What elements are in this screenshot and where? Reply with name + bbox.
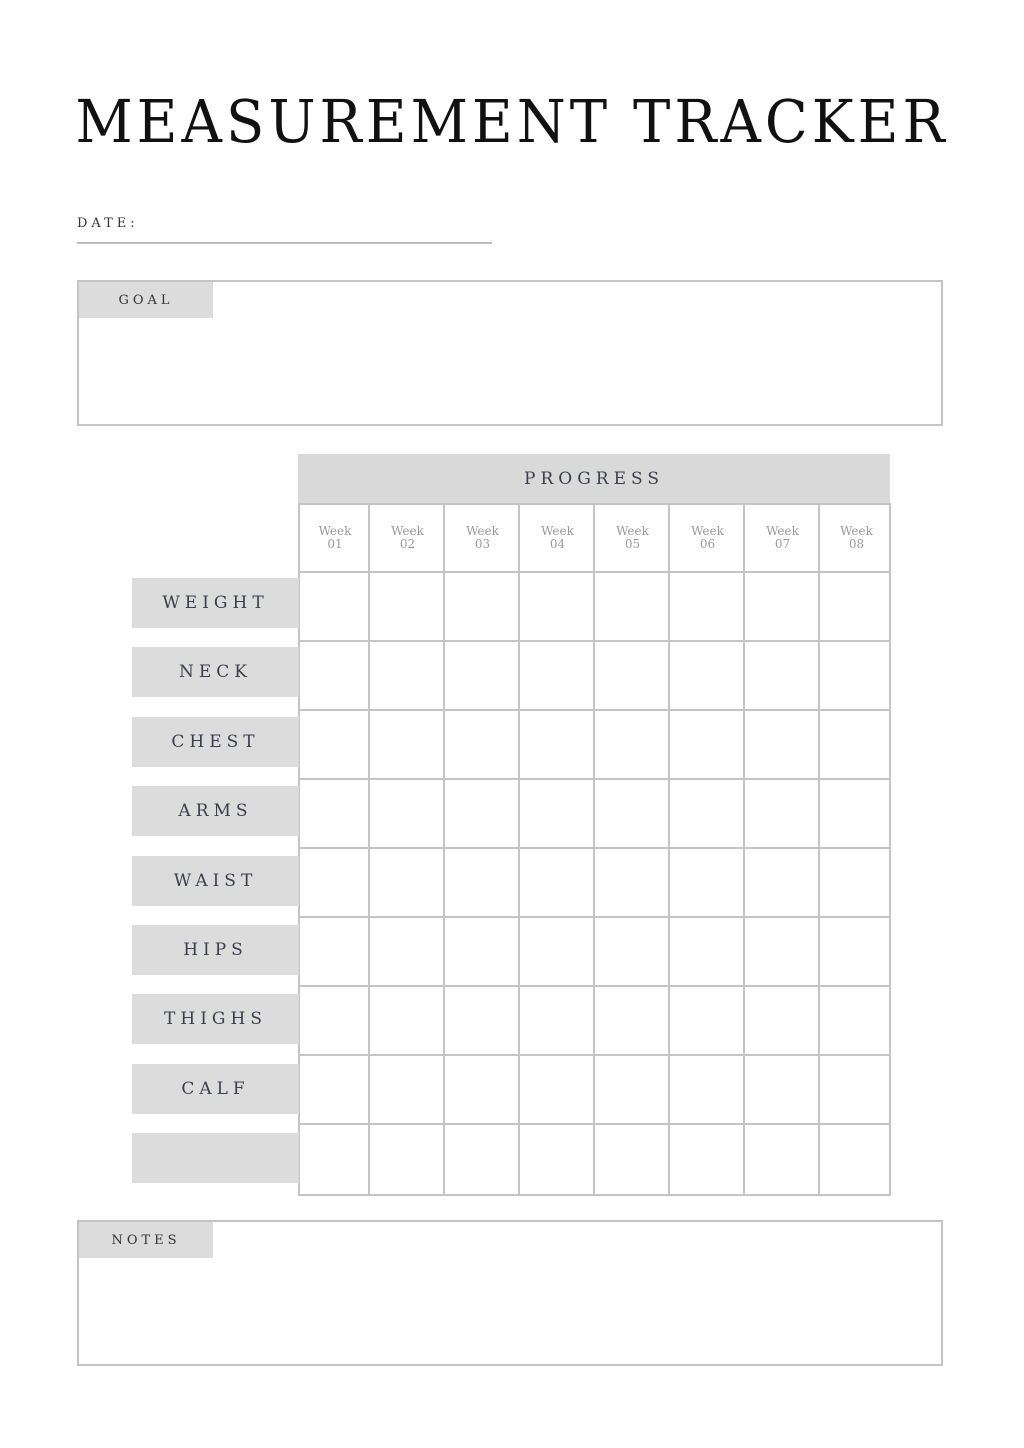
measurement-cell[interactable] — [745, 710, 818, 777]
measurement-cell[interactable] — [300, 986, 368, 1053]
row-label: NECK — [132, 647, 299, 697]
measurement-cell[interactable] — [445, 848, 518, 915]
week-number: 07 — [774, 537, 791, 551]
progress-header: PROGRESS — [298, 454, 890, 504]
measurement-cell[interactable] — [300, 572, 368, 639]
measurement-cell[interactable] — [745, 1124, 818, 1194]
measurement-cell[interactable] — [670, 917, 743, 984]
measurement-cell[interactable] — [670, 1055, 743, 1122]
measurement-cell[interactable] — [745, 917, 818, 984]
measurement-cell[interactable] — [445, 1124, 518, 1194]
measurement-cell[interactable] — [370, 572, 443, 639]
measurement-cell[interactable] — [520, 1055, 593, 1122]
page-title: MEASUREMENT TRACKER — [75, 88, 949, 157]
week-header — [445, 525, 520, 551]
measurement-cell[interactable] — [520, 917, 593, 984]
measurement-cell[interactable] — [745, 641, 818, 708]
measurement-cell[interactable] — [820, 779, 891, 846]
measurement-cell[interactable] — [445, 1055, 518, 1122]
row-label: WAIST — [132, 856, 299, 906]
measurement-cell[interactable] — [820, 572, 891, 639]
measurement-cell[interactable] — [445, 641, 518, 708]
measurement-cell[interactable] — [445, 986, 518, 1053]
measurement-cell[interactable] — [300, 917, 368, 984]
measurement-cell[interactable] — [445, 779, 518, 846]
measurement-cell[interactable] — [445, 917, 518, 984]
row-label: CALF — [132, 1064, 299, 1114]
week-header — [370, 525, 445, 551]
measurement-cell[interactable] — [370, 917, 443, 984]
week-number: 08 — [848, 537, 865, 551]
week-header — [745, 525, 820, 551]
row-label: THIGHS — [132, 994, 299, 1044]
measurement-cell[interactable] — [820, 710, 891, 777]
measurement-cell[interactable] — [670, 710, 743, 777]
measurement-cell[interactable] — [595, 986, 668, 1053]
measurement-cell[interactable] — [820, 1124, 891, 1194]
row-label: CHEST — [132, 717, 299, 767]
row-label — [132, 1133, 299, 1183]
measurement-cell[interactable] — [370, 1124, 443, 1194]
measurement-cell[interactable] — [445, 710, 518, 777]
week-number: 05 — [624, 537, 641, 551]
week-number: 02 — [399, 537, 416, 551]
measurement-cell[interactable] — [595, 1124, 668, 1194]
goal-box[interactable] — [77, 280, 943, 426]
goal-label: GOAL — [79, 282, 213, 318]
measurement-cell[interactable] — [520, 779, 593, 846]
measurement-cell[interactable] — [745, 1055, 818, 1122]
notes-box[interactable] — [77, 1220, 943, 1366]
date-field[interactable] — [77, 242, 492, 244]
week-word: Week — [541, 524, 574, 538]
measurement-cell[interactable] — [300, 779, 368, 846]
week-header — [820, 525, 893, 551]
measurement-cell[interactable] — [820, 917, 891, 984]
measurement-cell[interactable] — [300, 710, 368, 777]
row-label: ARMS — [132, 786, 299, 836]
measurement-cell[interactable] — [670, 1124, 743, 1194]
measurement-cell[interactable] — [820, 641, 891, 708]
measurement-cell[interactable] — [445, 572, 518, 639]
measurement-cell[interactable] — [595, 1055, 668, 1122]
week-number: 01 — [327, 537, 343, 551]
notes-label: NOTES — [79, 1222, 213, 1258]
measurement-cell[interactable] — [370, 641, 443, 708]
row-label: WEIGHT — [132, 578, 299, 628]
measurement-cell[interactable] — [595, 710, 668, 777]
measurement-cell[interactable] — [300, 1124, 368, 1194]
measurement-cell[interactable] — [670, 641, 743, 708]
measurement-cell[interactable] — [520, 641, 593, 708]
measurement-cell[interactable] — [520, 572, 593, 639]
week-word: Week — [318, 524, 352, 538]
measurement-cell[interactable] — [520, 1124, 593, 1194]
measurement-cell[interactable] — [670, 986, 743, 1053]
week-number: 03 — [474, 537, 491, 551]
week-word: Week — [691, 524, 724, 538]
measurement-cell[interactable] — [820, 986, 891, 1053]
measurement-cell[interactable] — [595, 848, 668, 915]
measurement-cell[interactable] — [745, 986, 818, 1053]
week-word: Week — [766, 524, 799, 538]
measurement-cell[interactable] — [670, 848, 743, 915]
week-number: 06 — [699, 537, 716, 551]
row-label: HIPS — [132, 925, 299, 975]
week-word: Week — [840, 524, 873, 538]
measurement-cell[interactable] — [595, 917, 668, 984]
week-header — [520, 525, 595, 551]
measurement-cell[interactable] — [370, 710, 443, 777]
measurement-cell[interactable] — [745, 848, 818, 915]
measurement-cell[interactable] — [670, 779, 743, 846]
progress-grid — [298, 503, 891, 1196]
measurement-cell[interactable] — [745, 572, 818, 639]
week-word: Week — [391, 524, 424, 538]
measurement-cell[interactable] — [820, 1055, 891, 1122]
measurement-cell[interactable] — [300, 641, 368, 708]
week-word: Week — [616, 524, 649, 538]
measurement-cell[interactable] — [300, 848, 368, 915]
measurement-cell[interactable] — [745, 779, 818, 846]
measurement-cell[interactable] — [670, 572, 743, 639]
measurement-cell[interactable] — [820, 848, 891, 915]
measurement-cell[interactable] — [520, 848, 593, 915]
date-label: DATE: — [77, 216, 139, 231]
measurement-cell[interactable] — [300, 1055, 368, 1122]
measurement-cell[interactable] — [595, 572, 668, 639]
measurement-cell[interactable] — [520, 986, 593, 1053]
measurement-cell[interactable] — [595, 641, 668, 708]
measurement-cell[interactable] — [370, 1055, 443, 1122]
week-header — [595, 525, 670, 551]
week-number: 04 — [549, 537, 566, 551]
measurement-cell[interactable] — [595, 779, 668, 846]
week-header — [300, 525, 370, 551]
measurement-cell[interactable] — [370, 848, 443, 915]
week-header — [670, 525, 745, 551]
measurement-cell[interactable] — [520, 710, 593, 777]
measurement-cell[interactable] — [370, 986, 443, 1053]
week-word: Week — [466, 524, 499, 538]
measurement-cell[interactable] — [370, 779, 443, 846]
